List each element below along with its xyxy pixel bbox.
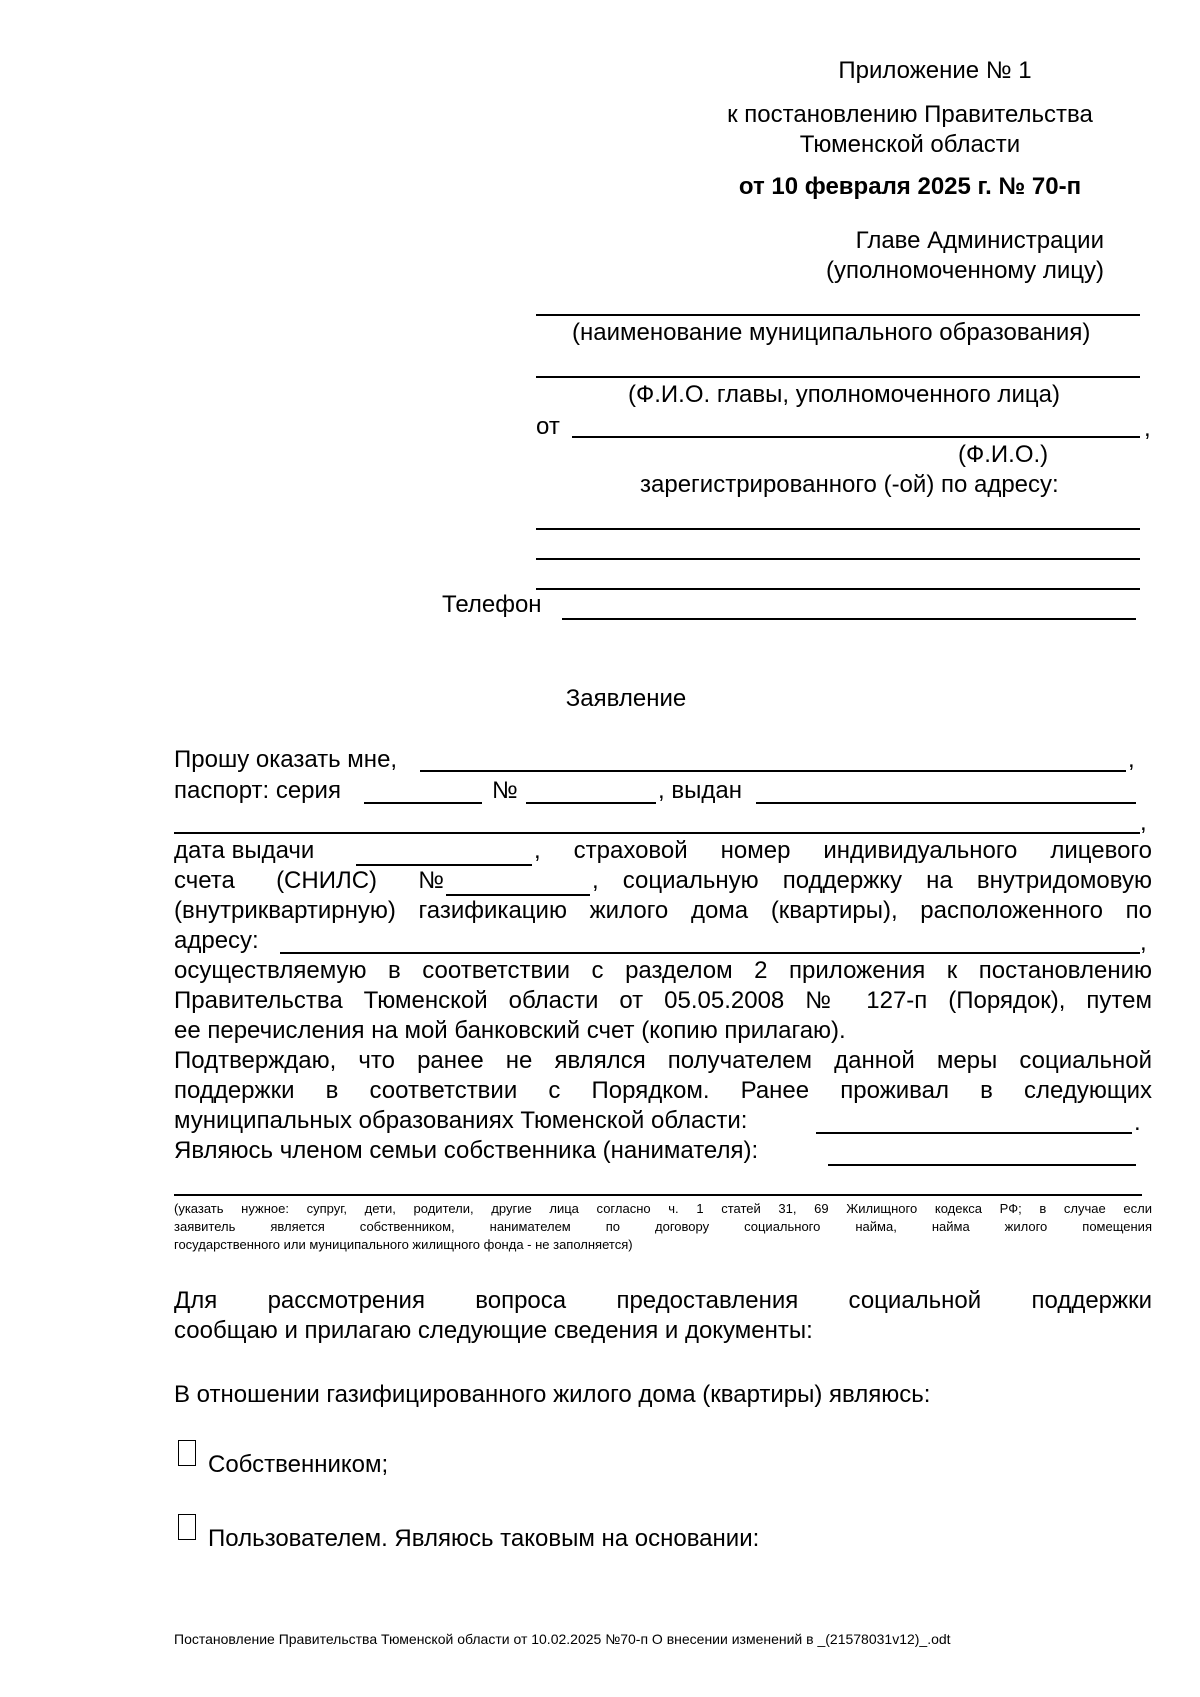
property-address-line[interactable]: [280, 952, 1140, 954]
body-line-11: Подтверждаю, что ранее не являлся получателем данной меры социальной: [174, 1047, 1152, 1074]
owner-option-label: Собственником;: [208, 1451, 389, 1478]
documents-intro-2: сообщаю и прилагаю следующие сведения и документы:: [174, 1317, 813, 1344]
document-title: Заявление: [565, 685, 687, 712]
addressee-authorized: (уполномоченному лицу): [825, 257, 1104, 284]
fio-caption: (Ф.И.О.): [958, 441, 1049, 468]
note-line-2: заявитель является собственником, нанимателем по договору социального найма, найма жилого помещения: [174, 1219, 1152, 1234]
resolution-label: к постановлению Правительства: [727, 101, 1093, 128]
documents-intro-1: Для рассмотрения вопроса предоставления социальной поддержки: [174, 1287, 1152, 1314]
body-line-12: поддержки в соответствии с Порядком. Ранее проживал в следующих: [174, 1077, 1152, 1104]
issue-date-label: дата выдачи: [174, 837, 315, 864]
address-comma: ,: [1140, 929, 1147, 956]
registered-label: зарегистрированного (-ой) по адресу:: [640, 471, 1059, 498]
family-member-label: Являюсь членом семьи собственника (нанимателя):: [174, 1137, 759, 1164]
request-label: Прошу оказать мне,: [174, 746, 398, 773]
address-line-3[interactable]: [536, 588, 1140, 590]
request-recipient-line[interactable]: [420, 770, 1126, 772]
request-comma: ,: [1128, 746, 1135, 773]
head-fio-caption: (Ф.И.О. главы, уполномоченного лица): [628, 381, 1060, 408]
address-line-1[interactable]: [536, 528, 1140, 530]
document-footer: Постановление Правительства Тюменской области от 10.02.2025 №70-п О внесении изменений в _(21578031v12)_.odt: [174, 1631, 951, 1647]
passport-number-line[interactable]: [526, 802, 656, 804]
municipality-line[interactable]: [536, 314, 1140, 316]
status-intro: В отношении газифицированного жилого дома (квартиры) являюсь:: [174, 1381, 931, 1408]
previous-residence-line[interactable]: [816, 1132, 1132, 1134]
previous-residence-dot: .: [1134, 1109, 1141, 1136]
appendix-label: Приложение № 1: [838, 57, 1032, 84]
passport-issued-line[interactable]: [756, 802, 1136, 804]
body-line-6: (внутриквартирную) газификацию жилого дома (квартиры), расположенного по: [174, 897, 1152, 924]
body-line-9: Правительства Тюменской области от 05.05.2008 № 127-п (Порядок), путем: [174, 987, 1152, 1014]
phone-line[interactable]: [562, 618, 1136, 620]
user-option-label: Пользователем. Являюсь таковым на основании:: [208, 1525, 760, 1552]
passport-series-label: паспорт: серия: [174, 777, 341, 804]
family-member-line-2[interactable]: [174, 1194, 1142, 1196]
region-label: Тюменской области: [799, 131, 1021, 158]
body-line-10: ее перечисления на мой банковский счет (копию прилагаю).: [174, 1017, 846, 1044]
passport-issued-line-2[interactable]: [174, 832, 1140, 834]
previous-residence-label: муниципальных образованиях Тюменской области:: [174, 1107, 748, 1134]
support-text: , социальную поддержку на внутридомовую: [592, 867, 1152, 894]
from-label: от: [536, 413, 560, 440]
phone-label: Телефон: [442, 591, 542, 618]
owner-checkbox[interactable]: [178, 1440, 196, 1466]
passport-number-label: №: [492, 777, 518, 804]
municipality-caption: (наименование муниципального образования): [572, 319, 1091, 346]
snils-intro-text: , страховой номер индивидуального лицевого: [534, 837, 1152, 864]
address-line-2[interactable]: [536, 558, 1140, 560]
note-line-3: государственного или муниципального жилищного фонда - не заполняется): [174, 1237, 633, 1252]
note-line-1: (указать нужное: супруг, дети, родители, другие лица согласно ч. 1 статей 31, 69 Жилищного кодекса РФ; в случае если: [174, 1201, 1152, 1216]
head-fio-line[interactable]: [536, 376, 1140, 378]
user-checkbox[interactable]: [178, 1514, 196, 1540]
passport-comma: ,: [1140, 809, 1147, 836]
snils-label: счета (СНИЛС) №: [174, 867, 444, 894]
addressee-head: Главе Администрации: [855, 227, 1104, 254]
resolution-date-number: от 10 февраля 2025 г. № 70-п: [738, 173, 1082, 200]
from-comma: ,: [1144, 415, 1151, 442]
applicant-fio-line[interactable]: [572, 436, 1140, 438]
body-line-8: осуществляемую в соответствии с разделом 2 приложения к постановлению: [174, 957, 1152, 984]
family-member-line[interactable]: [828, 1164, 1136, 1166]
passport-series-line[interactable]: [364, 802, 482, 804]
address-label: адресу:: [174, 927, 259, 954]
passport-issued-label: , выдан: [658, 777, 742, 804]
